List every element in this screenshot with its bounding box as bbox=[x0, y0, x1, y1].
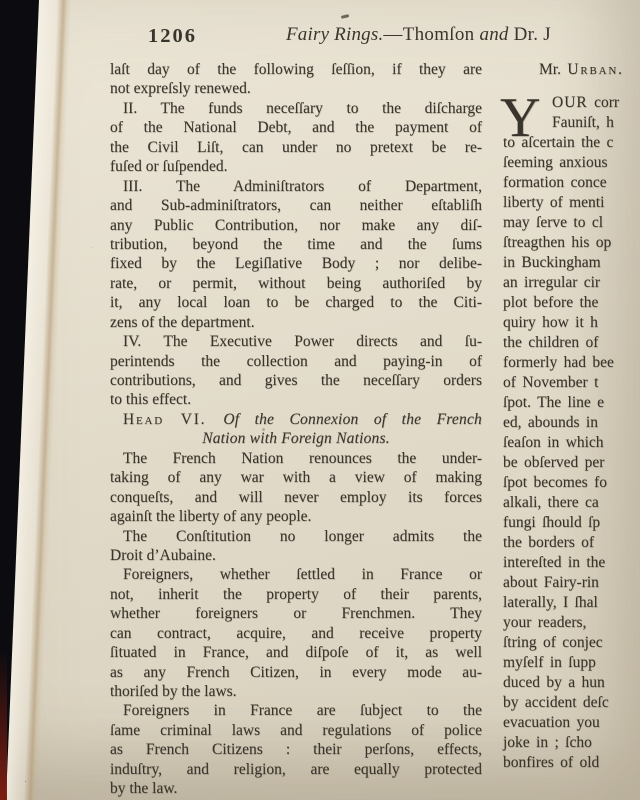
header-segment: —Thomſon bbox=[383, 24, 480, 45]
text-line: to this effect. bbox=[110, 391, 192, 409]
text-line: fuſed or ſuſpended. bbox=[110, 158, 228, 176]
text-line: rate, or permit, without being authoriſed by bbox=[110, 274, 482, 292]
text-line: formation conce bbox=[503, 174, 607, 191]
text-line: Foreigners in France are ſubject to the bbox=[123, 702, 482, 720]
text-line: not, inherit the property of their parents, bbox=[110, 585, 482, 603]
text-line: your readers, bbox=[503, 614, 587, 631]
text-line: in Buckingham bbox=[503, 254, 601, 271]
text-line: laſt day of the following ſeſſion, if they are bbox=[110, 61, 482, 78]
text-line: as any French Citizen, in every mode au- bbox=[110, 663, 482, 681]
text-line: IV. The Executive Power directs and ſu- bbox=[123, 333, 482, 351]
text-line bbox=[552, 93, 640, 113]
text-line: Fauniſt, h bbox=[552, 114, 614, 131]
text-line: tribution, beyond the time and the ſums bbox=[110, 235, 482, 253]
text-line: be obſerved per bbox=[503, 454, 605, 471]
text-line: contributions, and gives the neceſſary orders bbox=[110, 372, 482, 389]
text-line: by accident deſc bbox=[503, 694, 609, 711]
text-line: bonfires of old bbox=[503, 754, 600, 771]
header-segment: Dr. J bbox=[513, 24, 551, 45]
text-line: laterally, I ſhal bbox=[503, 594, 598, 611]
text-line: Droit d’Aubaine. bbox=[110, 546, 216, 564]
book-cover-red-edge bbox=[0, 650, 7, 800]
text-line: duced by a hun bbox=[503, 674, 605, 691]
text-line: fungi ſhould ſp bbox=[503, 514, 601, 531]
text-line: joke in ; ſcho bbox=[503, 734, 592, 751]
text-line: evacuation you bbox=[503, 714, 600, 731]
text-line: ſtring of conjec bbox=[503, 634, 603, 651]
text-segment: Of the Connexion of the French bbox=[223, 410, 482, 428]
text-line: plot before the bbox=[503, 294, 599, 311]
text-line: of the National Debt, and the payment of bbox=[110, 119, 482, 137]
text-segment: corr bbox=[587, 94, 620, 111]
text-line: may ſerve to cl bbox=[503, 214, 604, 231]
text-line: and Sub-adminiſtrators, can neither eſtabliſh bbox=[110, 197, 482, 215]
drop-cap-letter: Y bbox=[500, 87, 541, 149]
text-segment: Head VI. bbox=[123, 410, 224, 428]
text-segment: Mr. bbox=[539, 61, 568, 78]
text-line: zens of the department. bbox=[110, 313, 255, 331]
text-segment: . bbox=[618, 61, 622, 78]
text-line: the borders of bbox=[503, 534, 595, 551]
text-line bbox=[539, 60, 640, 80]
text-line bbox=[110, 410, 482, 429]
text-line: The Conſtitution no longer admits the bbox=[123, 527, 482, 545]
text-segment: Urban bbox=[567, 61, 619, 78]
text-line: Foreigners, whether ſettled in France or bbox=[123, 566, 482, 584]
page-number: 1206 bbox=[148, 25, 197, 47]
text-line: ed, abounds in bbox=[503, 414, 598, 431]
text-line: ſeaſon in which bbox=[503, 434, 604, 451]
text-line: about Fairy-rin bbox=[503, 574, 599, 591]
print-artifact-mark bbox=[341, 14, 349, 18]
header-segment: Fairy Rings. bbox=[286, 24, 384, 45]
text-line: alkali, there ca bbox=[503, 494, 599, 511]
text-line: III. The Adminiſtrators of Department, bbox=[123, 177, 482, 195]
text-segment: OUR bbox=[552, 94, 588, 111]
text-line: againſt the liberty of any people. bbox=[110, 508, 312, 526]
text-line: it, any local loan to be charged to the Citi- bbox=[110, 294, 482, 312]
running-header bbox=[286, 24, 551, 46]
text-line: taking of any war with a view of making bbox=[110, 469, 482, 487]
right-text-column bbox=[500, 60, 640, 773]
text-line: the Civil Liſt, can under no pretext be re- bbox=[110, 138, 482, 156]
text-line: ſame criminal laws and regulations of police bbox=[110, 721, 482, 739]
text-line: of November t bbox=[503, 374, 599, 391]
text-line: can contract, acquire, and receive property bbox=[110, 624, 482, 642]
text-line: thoriſed by the laws. bbox=[110, 683, 237, 700]
text-line: the children of bbox=[503, 334, 599, 351]
text-line: ſpot. The line e bbox=[503, 394, 605, 411]
text-line: quiry how it h bbox=[503, 314, 598, 331]
text-line: ſtreagthen his op bbox=[503, 234, 612, 251]
text-line: as French Citizens : their perſons, effects, bbox=[110, 741, 482, 759]
text-line: ſituated in France, and diſpoſe of it, as well bbox=[110, 644, 482, 662]
text-line: myſelf in ſupp bbox=[503, 654, 596, 671]
text-line: ſpot becomes fo bbox=[503, 474, 608, 491]
text-segment: Nation with Foreign Nations. bbox=[202, 430, 390, 448]
text-line: The French Nation renounces the under- bbox=[123, 449, 482, 467]
header-segment: and bbox=[479, 24, 514, 45]
text-line: whether foreigners or Frenchmen. They bbox=[110, 605, 482, 623]
text-line: induſtry, and religion, are equally protected bbox=[110, 760, 482, 778]
text-line: by the law. bbox=[110, 780, 178, 798]
text-line: not expreſsly renewed. bbox=[110, 80, 251, 98]
text-line: perintends the collection and paying-in of bbox=[110, 352, 482, 370]
text-line: formerly had bee bbox=[503, 354, 614, 371]
text-line: liberty of menti bbox=[503, 194, 605, 211]
text-line: II. The funds neceſſary to the diſcharge bbox=[123, 99, 482, 117]
text-line: ſeeming anxious bbox=[503, 154, 608, 171]
text-line: conqueſts, and will never employ its forces bbox=[110, 488, 482, 506]
text-line bbox=[110, 429, 482, 448]
left-text-column bbox=[110, 60, 482, 799]
text-line: intereſted in the bbox=[503, 554, 606, 571]
text-line: fixed by the Legiſlative Body ; nor delibe- bbox=[110, 255, 482, 273]
text-line: any Public Contribution, nor make any diſ- bbox=[110, 216, 482, 234]
text-line: an irregular cir bbox=[503, 274, 601, 291]
text-line: to aſcertain the c bbox=[503, 134, 614, 151]
